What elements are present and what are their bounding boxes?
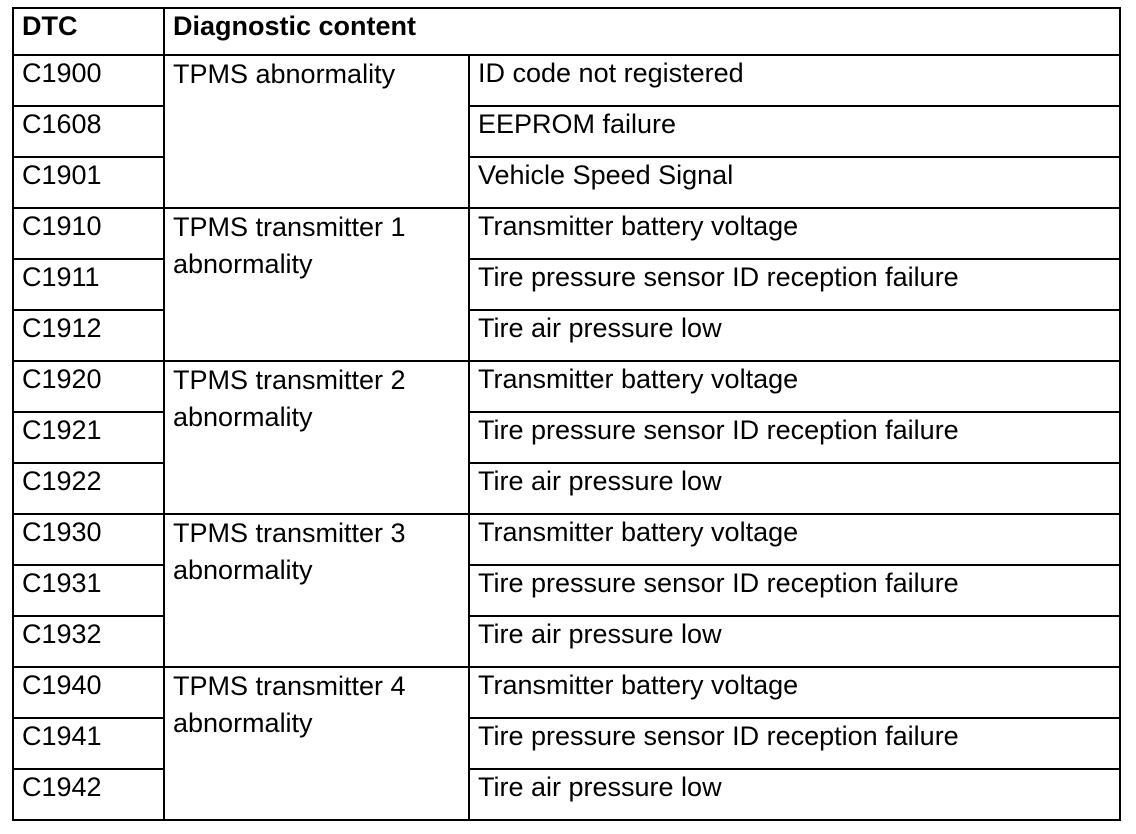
diagnostic-item: Tire pressure sensor ID reception failure (469, 259, 1120, 310)
dtc-code: C1922 (13, 463, 164, 514)
dtc-code: C1608 (13, 106, 164, 157)
diagnostic-item: Tire pressure sensor ID reception failure (469, 718, 1120, 769)
header-diagnostic-content: Diagnostic content (164, 8, 1120, 55)
diagnostic-item: EEPROM failure (469, 106, 1120, 157)
dtc-code: C1911 (13, 259, 164, 310)
dtc-code: C1912 (13, 310, 164, 361)
diagnostic-item: Tire air pressure low (469, 463, 1120, 514)
dtc-code: C1930 (13, 514, 164, 565)
table-row (13, 361, 1120, 412)
dtc-code: C1920 (13, 361, 164, 412)
table-row (13, 667, 1120, 718)
dtc-code: C1942 (13, 769, 164, 820)
group-label: TPMS transmitter 1 abnormality (164, 208, 469, 361)
table-row (13, 208, 1120, 259)
dtc-table (12, 7, 1121, 821)
diagnostic-item: Vehicle Speed Signal (469, 157, 1120, 208)
diagnostic-item: Transmitter battery voltage (469, 361, 1120, 412)
diagnostic-item: Tire air pressure low (469, 616, 1120, 667)
diagnostic-item: Transmitter battery voltage (469, 667, 1120, 718)
dtc-code: C1940 (13, 667, 164, 718)
diagnostic-item: Tire air pressure low (469, 769, 1120, 820)
dtc-code: C1931 (13, 565, 164, 616)
dtc-code: C1910 (13, 208, 164, 259)
table-row (13, 55, 1120, 106)
diagnostic-item: Tire pressure sensor ID reception failure (469, 565, 1120, 616)
diagnostic-item: Transmitter battery voltage (469, 208, 1120, 259)
group-label: TPMS abnormality (164, 55, 469, 208)
table-row (13, 514, 1120, 565)
dtc-code: C1941 (13, 718, 164, 769)
group-label: TPMS transmitter 2 abnormality (164, 361, 469, 514)
dtc-code: C1932 (13, 616, 164, 667)
diagnostic-item: Tire pressure sensor ID reception failure (469, 412, 1120, 463)
dtc-table-body (13, 55, 1120, 820)
group-label: TPMS transmitter 4 abnormality (164, 667, 469, 820)
diagnostic-item: Tire air pressure low (469, 310, 1120, 361)
dtc-code: C1901 (13, 157, 164, 208)
header-row (13, 8, 1120, 55)
header-dtc: DTC (13, 8, 164, 55)
diagnostic-item: ID code not registered (469, 55, 1120, 106)
group-label: TPMS transmitter 3 abnormality (164, 514, 469, 667)
diagnostic-item: Transmitter battery voltage (469, 514, 1120, 565)
dtc-code: C1900 (13, 55, 164, 106)
dtc-code: C1921 (13, 412, 164, 463)
